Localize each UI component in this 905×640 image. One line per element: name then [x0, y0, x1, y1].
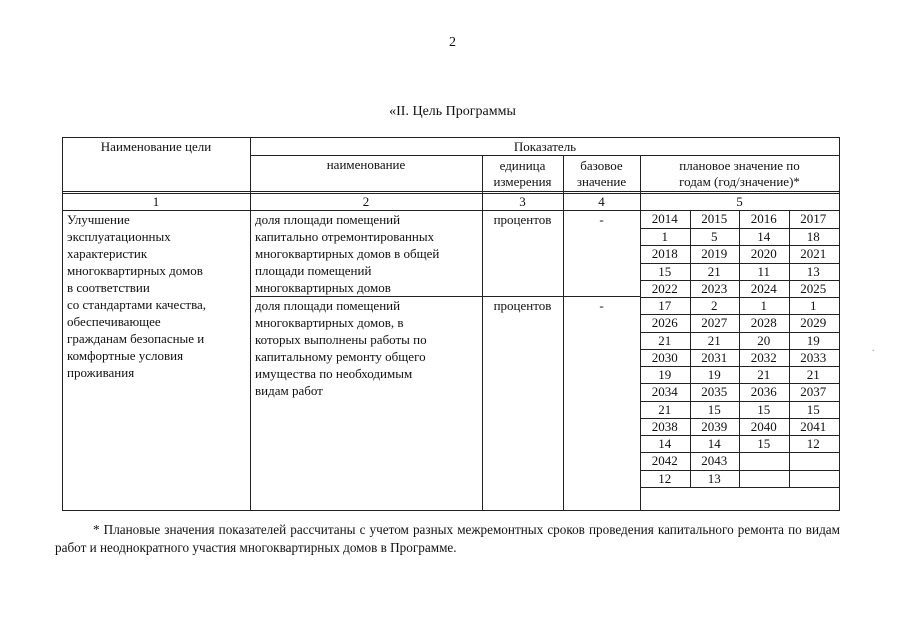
plan-value-cell: 5 [711, 229, 718, 244]
plan-value-cell: 21 [806, 367, 820, 382]
indicator-1-base: - [599, 212, 604, 227]
goal-line: многоквартирных домов [67, 263, 203, 278]
plan-year-cell: 2030 [651, 350, 678, 365]
indicator-2-base: - [599, 298, 604, 313]
page-number: 2 [449, 35, 456, 50]
goal-line: эксплуатационных [67, 229, 171, 244]
header-unit-line1: единица [499, 158, 546, 173]
indicator-2-unit: процентов [493, 298, 552, 313]
goal-line: со стандартами качества, [67, 297, 207, 312]
plan-year-cell: 2033 [800, 350, 827, 365]
plan-year-cell: 2043 [701, 453, 728, 468]
header-indicator: Показатель [513, 139, 577, 154]
plan-value-cell: 14 [757, 229, 771, 244]
plan-year-cell: 2020 [750, 246, 777, 261]
plan-value-cell: 15 [707, 402, 721, 417]
col-divider-1 [250, 137, 251, 510]
goal-line: проживания [67, 365, 135, 380]
plan-year-cell: 2039 [701, 419, 728, 434]
header-base-line1: базовое [580, 158, 623, 173]
plan-year-cell: 2021 [800, 246, 827, 261]
plan-year-cell: 2042 [651, 453, 678, 468]
plan-year-cell: 2026 [651, 315, 678, 330]
plan-value-cell: 13 [707, 471, 721, 486]
plan-value-cell: 12 [658, 471, 672, 486]
plan-value-cell: 1 [810, 298, 817, 313]
indicator-2-name-line: которых выполнены работы по [255, 332, 427, 347]
plan-value-cell [739, 470, 789, 487]
goal-line: в соответствии [67, 280, 150, 295]
plan-year-cell: 2036 [750, 384, 777, 399]
table-border-right [839, 137, 840, 510]
indicator-1-name-line: доля площади помещений [255, 212, 401, 227]
plan-value-cell: 19 [658, 367, 672, 382]
plan-year-cell: 2024 [750, 281, 777, 296]
table-border-bottom [62, 510, 840, 511]
indicator-2-name-line: видам работ [255, 383, 323, 398]
plan-value-cell: 14 [658, 436, 672, 451]
plan-year-cell: 2038 [651, 419, 678, 434]
plan-value-cell: 19 [806, 333, 820, 348]
plan-year-cell: 2032 [750, 350, 777, 365]
table-border-top [62, 137, 840, 138]
header-goal-name: Наименование цели [100, 139, 212, 154]
plan-year-cell: 2022 [651, 281, 678, 296]
section-title: «II. Цель Программы [389, 104, 516, 119]
plan-value-cell: 21 [658, 402, 672, 417]
plan-value-cell [789, 470, 839, 487]
plan-year-cell [739, 452, 789, 470]
goal-line: характеристик [67, 246, 148, 261]
plan-value-cell: 15 [658, 264, 672, 279]
plan-year-cell: 2015 [701, 211, 728, 226]
header-base-line2: значение [576, 174, 627, 189]
plan-year-cell: 2040 [750, 419, 777, 434]
plan-year-cell: 2035 [701, 384, 728, 399]
header-planned-line1: плановое значение по [679, 158, 800, 173]
plan-value-cell: 12 [806, 436, 820, 451]
plan-year-cell: 2018 [651, 246, 678, 261]
goal-line: гражданам безопасные и [67, 331, 205, 346]
goal-line: обеспечивающее [67, 314, 161, 329]
plan-year-cell: 2017 [800, 211, 827, 226]
plan-grid-col-line [739, 210, 740, 487]
plan-value-cell: 21 [757, 367, 771, 382]
plan-value-cell: 21 [658, 333, 672, 348]
indicator-1-name-line: капитально отремонтированных [255, 229, 435, 244]
plan-value-cell: 1 [760, 298, 767, 313]
column-number-1: 1 [152, 194, 160, 209]
table-border-left [62, 137, 63, 510]
goal-line: Улучшение [67, 212, 130, 227]
plan-value-cell: 19 [707, 367, 721, 382]
column-number-4: 4 [598, 194, 605, 209]
indicator-2-name-line: капитальному ремонту общего [255, 349, 426, 364]
plan-year-cell: 2014 [651, 211, 678, 226]
plan-grid-col-line [690, 210, 691, 487]
plan-year-cell: 2031 [701, 350, 728, 365]
plan-value-cell: 15 [757, 402, 771, 417]
plan-year-cell: 2041 [800, 419, 827, 434]
footnote: * Плановые значения показателей рассчитаны с учетом разных межремонтных сроков проведения капитального ремонта по видам работ и неоднократного участия многоквартирных домов в Программе. [55, 522, 840, 555]
plan-value-cell: 21 [707, 333, 721, 348]
margin-mark: . [872, 343, 875, 354]
plan-value-cell: 21 [707, 264, 721, 279]
column-number-3: 3 [519, 194, 526, 209]
header-divider [62, 191, 840, 192]
plan-year-cell: 2029 [800, 315, 827, 330]
indicator-1-name-line: площади помещений [255, 263, 372, 278]
plan-grid-col-line [789, 210, 790, 487]
plan-year-cell: 2028 [750, 315, 777, 330]
plan-year-cell: 2025 [800, 281, 827, 296]
goal-line: комфортные условия [67, 348, 184, 363]
indicator-1-name-line: многоквартирных домов [255, 280, 391, 295]
plan-year-cell: 2037 [800, 384, 827, 399]
header-planned-line2: годам (год/значение)* [679, 174, 800, 189]
plan-value-cell: 18 [806, 229, 820, 244]
plan-value-cell: 15 [806, 402, 820, 417]
plan-value-cell: 14 [707, 436, 721, 451]
indicator-2-name-line: доля площади помещений [255, 298, 401, 313]
plan-value-cell: 2 [711, 298, 718, 313]
plan-value-cell: 13 [806, 264, 820, 279]
indicator-1-name-line: многоквартирных домов в общей [255, 246, 440, 261]
column-number-2: 2 [362, 194, 370, 209]
header-name: наименование [326, 157, 406, 172]
plan-value-cell: 1 [661, 229, 668, 244]
plan-year-cell [789, 452, 839, 470]
plan-grid-row-line [640, 487, 839, 488]
indicator-2-name-line: имущества по необходимым [255, 366, 413, 381]
plan-year-cell: 2034 [651, 384, 678, 399]
plan-year-cell: 2016 [750, 211, 777, 226]
plan-value-cell: 15 [757, 436, 771, 451]
indicator-1-unit: процентов [493, 212, 552, 227]
plan-year-cell: 2019 [701, 246, 728, 261]
plan-year-cell: 2023 [701, 281, 728, 296]
plan-value-cell: 11 [757, 264, 771, 279]
indicator-row-divider [250, 296, 640, 297]
indicator-divider [250, 155, 840, 156]
plan-value-cell: 20 [757, 333, 771, 348]
plan-year-cell: 2027 [701, 315, 728, 330]
plan-value-cell: 17 [658, 298, 672, 313]
column-number-5: 5 [736, 194, 743, 209]
header-unit-line2: измерения [493, 174, 552, 189]
indicator-2-name-line: многоквартирных домов, в [255, 315, 404, 330]
